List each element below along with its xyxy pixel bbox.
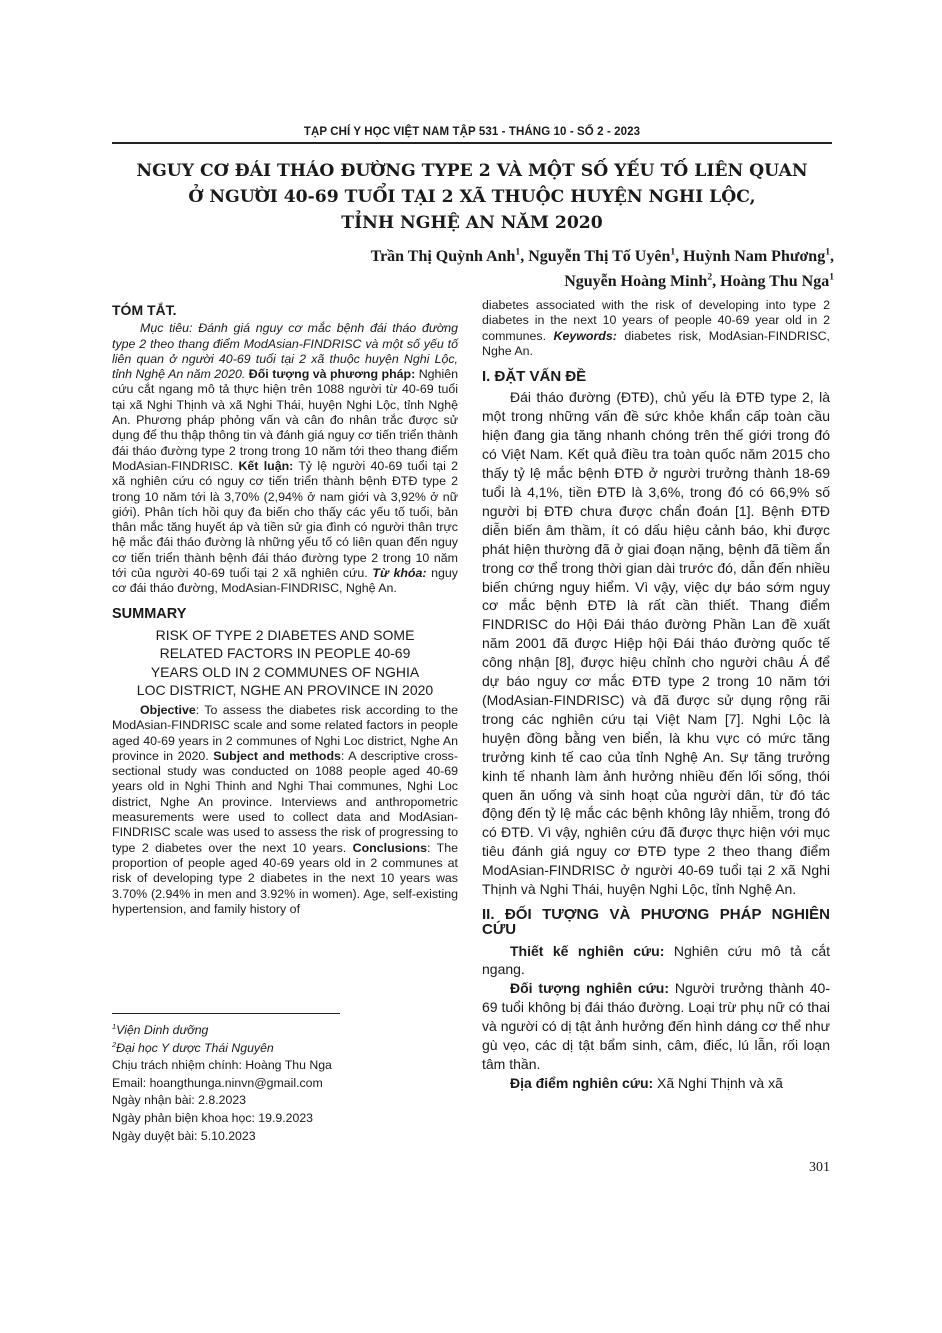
footnotes — [112, 1022, 332, 1145]
author-3: , Huỳnh Nam Phương — [675, 248, 826, 265]
footnote-1-text: Viện Dinh dưỡng — [116, 1023, 209, 1037]
abstract-objective-label: Mục tiêu — [140, 321, 190, 336]
abstract-vi-text — [112, 321, 458, 596]
section-2-design — [482, 942, 830, 980]
summary-title-line-2: RELATED FACTORS IN PEOPLE 40-69 — [159, 645, 411, 662]
summary-objective-text: : To assess the diabetes risk according to the ModAsian-FINDRISC scale and some related factors in people aged 40-69 years in 2 communes of Nghi Loc district, Nghe An province in 2020. — [112, 702, 458, 763]
abstract-keywords-text: nguy cơ đái tháo đường, ModAsian-FINDRISC, Nghệ An. — [112, 566, 459, 596]
article-title — [112, 158, 832, 236]
summary-conclusion-text: : The proportion of people aged 40-69 years old in 2 communes at risk of developing type 2 diabetes in the next 10 years was 3.70% (2.94% in men and 3.92% in women). Age, self-existing hypertension, and family history of — [112, 840, 458, 916]
author-list — [371, 244, 834, 294]
summary-keywords-text: diabetes risk, ModAsian-FINDRISC, Nghe An. — [482, 328, 830, 358]
author-5: , Hoàng Thu Nga — [712, 273, 830, 290]
section-2-subjects — [482, 979, 830, 1074]
footnote-affil-2 — [112, 1040, 332, 1058]
footnote-2-mark: 2 — [112, 1039, 117, 1049]
summary-text — [112, 703, 458, 917]
summary-methods-label: Subject and methods — [213, 748, 341, 763]
author-4: Nguyễn Hoàng Minh — [564, 273, 708, 290]
author-1: Trần Thị Quỳnh Anh — [370, 248, 516, 265]
footnote-rule — [112, 1013, 340, 1014]
author-3-affil: 1 — [825, 246, 830, 258]
abstract-conclusion-label: Kết luận: — [238, 458, 294, 473]
page-number: 301 — [809, 1160, 830, 1175]
title-line-2: Ở NGƯỜI 40-69 TUỔI TẠI 2 XÃ THUỘC HUYỆN NGHI LỘC, — [188, 187, 756, 207]
summary-heading: SUMMARY — [112, 605, 187, 622]
journal-header: TẠP CHÍ Y HỌC VIỆT NAM TẬP 531 - THÁNG 10 - SỐ 2 - 2023 — [303, 126, 641, 138]
summary-keywords-label: Keywords: — [553, 328, 617, 343]
summary-continued — [482, 298, 830, 359]
author-line-2 — [371, 269, 834, 294]
section-2-location — [482, 1074, 830, 1093]
abstract-methods-text: Nghiên cứu cắt ngang mô tả thực hiện trên 1088 người từ 40-69 tuổi tại xã Nghi Thịnh và xã Nghi Thái, huyện Nghi Lộc, tỉnh Nghệ An. Phương pháp phỏng vấn và cân đo nhân trắc được sử dụng để thu thập thông tin và đánh giá nguy cơ tiến triển thành đái tháo đường type 2 trong trong 10 năm tới theo thang điểm ModAsian-FINDRISC. — [112, 367, 458, 473]
subjects-label: Đối tượng nghiên cứu: — [510, 980, 670, 997]
summary-methods-text: : A descriptive cross-sectional study was conducted on 1088 people aged 40-69 years old in Nghi Thinh and Nghi Thai communes, Nghi Loc district, Nghe An province. Interviews and anthropometric measurements were used to collect data and ModAsian-FINDRISC scale was used to assess the risk of progressing to type 2 diabetes over the next 10 years. — [112, 748, 458, 855]
footnote-2-text: Đại học Y dược Thái Nguyên — [116, 1040, 274, 1055]
section-1-body — [482, 388, 830, 898]
design-text: Nghiên cứu mô tả cắt ngang. — [482, 942, 830, 978]
design-label: Thiết kế nghiên cứu: — [510, 942, 665, 959]
location-label: Địa điểm nghiên cứu: — [510, 1074, 654, 1091]
summary-title-line-4: LOC DISTRICT, NGHE AN PROVINCE IN 2020 — [136, 682, 434, 699]
abstract-heading: TÓM TẮT. — [112, 302, 177, 318]
section-2-body — [482, 942, 830, 1093]
author-2-affil: 1 — [670, 246, 676, 258]
summary-continued-text: diabetes associated with the risk of developing into type 2 diabetes in the next 10 years of people 40-69 year old in 2 communes. — [482, 298, 830, 343]
header-rule — [112, 142, 832, 144]
abstract-conclusion-text: Tỷ lệ người 40-69 tuổi tại 2 xã nghiên cứu có nguy cơ tiến triển thành bệnh ĐTĐ type 2 trong 10 năm tới là 3,70% (2,94% ở nam giới và 3,92% ở nữ giới). Phân tích hồi quy đa biến cho thấy các yếu tố tuổi, bản thân mắc tăng huyết áp và tiền sử gia đình có người thân trực hệ mắc đái tháo đường là những yếu tố có liên quan đến nguy cơ tiến triển thành bệnh đái tháo đường type 2 trong 10 năm tới của người 40-69 tuổi tại 2 xã nghiên cứu. — [112, 458, 458, 581]
summary-conclusion-label: Conclusions — [352, 840, 428, 855]
left-column — [112, 303, 458, 917]
abstract-methods-label: Đối tượng và phương pháp: — [248, 367, 416, 382]
summary-title — [112, 626, 458, 700]
section-1-text: Đái tháo đường (ĐTĐ), chủ yếu là ĐTĐ type 2, là một trong những vấn đề sức khỏe khẩn cấp toàn cầu hiện đang gia tăng nhanh chóng trên thế giới trong đó có Việt Nam. Kết quả điều tra toàn quốc năm 2015 cho thấy tỷ lệ mắc bệnh ĐTĐ ở người trưởng thành 18-69 tuổi là 4,1%, tiền ĐTĐ là 3,6%, trong đó có 66,9% số người bị ĐTĐ chưa được chẩn đoán [1]. Bệnh ĐTĐ diễn biến âm thầm, ít có dấu hiệu cảnh báo, khi được phát hiện thường đã ở giai đoạn nặng, bệnh đã tiềm ẩn trong cơ thể trong thời gian dài trước đó, dẫn đến nhiều biến chứng nguy hiểm. Vì vậy, việc dự báo sớm nguy cơ mắc bệnh ĐTĐ là rất cần thiết. Thang điểm FINDRISC do Hội Đái tháo đường Phần Lan đề xuất năm 2001 đã được Hiệp hội Đái tháo đường quốc tế công nhận [8], được hiệu chỉnh cho người châu Á để dự báo nguy cơ mắc ĐTĐ type 2 trong 10 năm tới (ModAsian-FINDRISC) và đã được sử dụng rộng rãi trong các nghiên cứu tại Việt Nam [7]. Nghi Lộc là huyện đồng bằng ven biển, là khu vực có mức tăng trưởng kinh tế cao của tỉnh Nghệ An. Sự tăng trưởng kinh tế nhanh làm ảnh hưởng nhiều đến lối sống, thói quen ăn uống và sinh hoạt của người dân, từ đó tác động đến tỷ lệ mắc các bệnh không lây nhiễm, trong đó có ĐTĐ. Vì vậy, nghiên cứu đã được thực hiện với mục tiêu đánh giá nguy cơ ĐTĐ type 2 theo thang điểm ModAsian-FINDRISC ở người 40-69 tuổi tại 2 xã Nghi Thịnh và Nghi Thái, huyện Nghi Lộc, tỉnh Nghệ An. — [482, 389, 830, 898]
footnote-accepted: Ngày duyệt bài: 5.10.2023 — [112, 1128, 256, 1143]
footnote-received: Ngày nhận bài: 2.8.2023 — [112, 1093, 247, 1108]
footnote-email: Email: hoangthunga.ninvn@gmail.com — [112, 1075, 323, 1090]
author-5-affil: 1 — [829, 271, 834, 283]
summary-title-line-1: RISK OF TYPE 2 DIABETES AND SOME — [155, 626, 415, 643]
right-column — [482, 298, 830, 1093]
summary-objective-label: Objective — [140, 702, 196, 717]
author-2: , Nguyễn Thị Tố Uyên — [520, 248, 671, 265]
summary-title-line-3: YEARS OLD IN 2 COMMUNES OF NGHIA — [150, 663, 420, 680]
author-line-1 — [371, 244, 834, 269]
footnote-reviewed: Ngày phản biện khoa học: 19.9.2023 — [112, 1110, 314, 1125]
section-1-heading: I. ĐẶT VẤN ĐỀ — [482, 368, 587, 386]
abstract-objective-text: : Đánh giá nguy cơ mắc bệnh đái tháo đường type 2 theo thang điểm ModAsian-FINDRISC và một số yếu tố liên quan ở người 40-69 tuổi tại 2 xã thuộc huyện Nghi Lộc, tỉnh Nghệ An năm 2020. — [112, 321, 459, 382]
subjects-text: Người trưởng thành 40-69 tuổi không bị đái tháo đường. Loại trừ phụ nữ có thai và người có dị tật ảnh hưởng đến hình dáng cơ thể như gù vẹo, các dị tật bẩm sinh, câm, điếc, lú lẫn, rối loạn tâm thần. — [482, 980, 830, 1072]
author-4-affil: 2 — [707, 271, 713, 283]
footnote-1-mark: 1 — [112, 1021, 117, 1031]
abstract-keywords-label: Từ khóa: — [372, 566, 427, 581]
location-text: Xã Nghi Thịnh và xã — [653, 1074, 783, 1091]
section-2-heading: II. ĐỐI TƯỢNG VÀ PHƯƠNG PHÁP NGHIÊN CỨU — [482, 905, 830, 939]
footnote-corresponding: Chịu trách nhiệm chính: Hoàng Thu Nga — [112, 1058, 332, 1073]
author-3-comma: , — [830, 248, 834, 265]
title-line-1: NGUY CƠ ĐÁI THÁO ĐƯỜNG TYPE 2 VÀ MỘT SỐ YẾU TỐ LIÊN QUAN — [136, 161, 808, 181]
footnote-affil-1 — [112, 1022, 332, 1040]
author-1-affil: 1 — [515, 246, 521, 258]
title-line-3: TỈNH NGHỆ AN NĂM 2020 — [341, 213, 603, 233]
